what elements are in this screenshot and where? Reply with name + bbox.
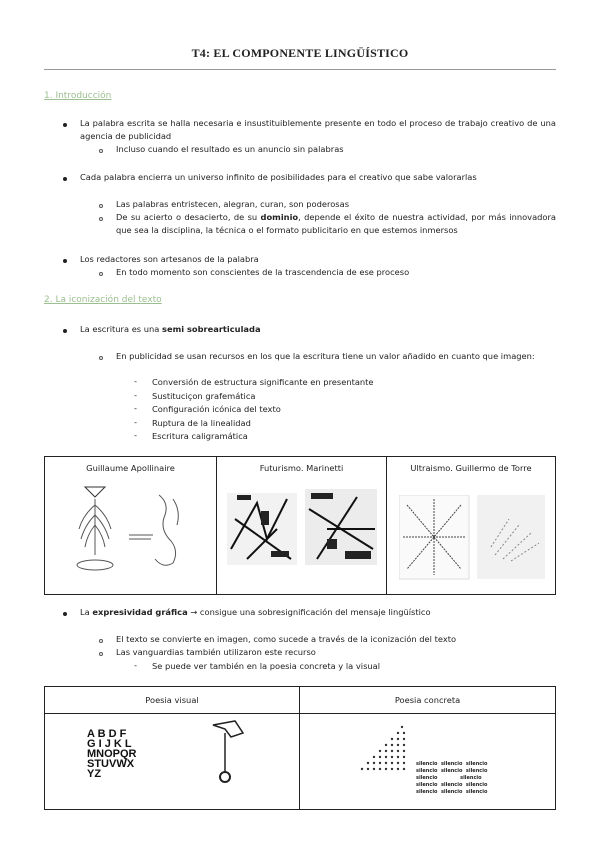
sub-paragraph: Las palabras entristecen, alegran, curan, son poderosas	[116, 199, 350, 209]
section-heading-introduccion: 1. Introducción	[44, 91, 112, 101]
sub-bullet	[99, 204, 103, 208]
calligram-image	[73, 485, 193, 577]
sub-bullet	[99, 356, 103, 360]
cell-caption: Poesia visual	[145, 695, 199, 705]
image-table-vanguardias	[44, 456, 556, 595]
dash-bullet: -	[134, 376, 137, 386]
dash-bullet: -	[134, 660, 137, 670]
sub-bullet	[99, 652, 103, 656]
bullet	[63, 329, 67, 333]
concrete-poem-dots-image	[352, 723, 412, 783]
sub-bullet	[99, 149, 103, 153]
sub-bullet	[99, 639, 103, 643]
table-cell-poesia-concreta	[300, 687, 555, 809]
bullet	[63, 177, 67, 181]
cell-caption: Guillaume Apollinaire	[86, 463, 175, 473]
list-item: Conversión de estructura significante en presentante	[152, 377, 374, 387]
sub-paragraph: Incluso cuando el resultado es un anuncio sin palabras	[116, 144, 344, 154]
list-item: Ruptura de la linealidad	[152, 418, 251, 428]
bullet	[63, 259, 67, 263]
sub-paragraph: En todo momento son conscientes de la trascendencia de ese proceso	[116, 267, 410, 277]
sub-bullet	[99, 272, 103, 276]
sub-paragraph: En publicidad se usan recursos en los que la escritura tiene un valor añadido en cuanto que imagen:	[116, 351, 535, 361]
paragraph: La palabra escrita se halla necesaria e insustituiblemente presente en todo el proceso de trabajo creativo de una agencia de publicidad	[80, 118, 556, 141]
dash-bullet: -	[134, 390, 137, 400]
list-item: Sustituciçon grafemática	[152, 391, 256, 401]
visual-poem-alphabet: A B D F G I J K L MNOPQR STUVWX YZ	[87, 728, 137, 780]
sub-bullet	[99, 217, 103, 221]
ultraist-poem-image	[399, 495, 547, 581]
dash-bullet: -	[134, 403, 137, 413]
key-drawing-image	[195, 719, 255, 785]
bullet	[63, 123, 67, 127]
section-heading-iconizacion: 2. La iconización del texto	[44, 295, 162, 305]
sub-paragraph: Las vanguardias también utilizaron este recurso	[116, 647, 316, 657]
paragraph: La escritura es una semi sobrearticulada	[80, 324, 261, 334]
dash-bullet: -	[134, 430, 137, 440]
cell-caption: Poesia concreta	[394, 695, 461, 705]
table-cell-de-torre	[387, 457, 555, 594]
dash-bullet: -	[134, 417, 137, 427]
cell-caption: Futurismo. Marinetti	[259, 463, 344, 473]
sub-paragraph: De su acierto o desacierto, de su dominio, depende el éxito de nuestra actividad, por más innovadora que sea la disciplina, la técnica o el formato publicitario en que estemos inmersos	[116, 212, 556, 235]
futurist-collage-image	[227, 489, 379, 569]
paragraph: Cada palabra encierra un universo infinito de posibilidades para el creativo que sabe valorarlas	[80, 172, 477, 182]
paragraph: La expresividad gráfica → consigue una sobresignificación del mensaje lingüístico	[80, 607, 431, 617]
cell-caption: Ultraismo. Guillermo de Torre	[410, 463, 532, 473]
list-item: Escritura caligramática	[152, 431, 248, 441]
table-cell-marinetti	[217, 457, 387, 594]
page-title: T4: EL COMPONENTE LINGÜÍSTICO	[191, 46, 409, 60]
image-table-poesia	[44, 686, 556, 810]
bullet	[63, 612, 67, 616]
table-cell-poesia-visual	[45, 687, 300, 809]
sub-paragraph: El texto se convierte en imagen, como sucede a través de la iconización del texto	[116, 634, 457, 644]
table-cell-apollinaire	[45, 457, 217, 594]
concrete-poem-silencio: silencio silencio silencio silencio silencio silencio silencio silencio silencio silencio silencio silencio silencio silencio	[416, 761, 488, 795]
list-item: Se puede ver también en la poesia concreta y la visual	[152, 661, 381, 671]
paragraph: Los redactores son artesanos de la palabra	[80, 254, 259, 264]
list-item: Configuración icónica del texto	[152, 404, 281, 414]
title-divider	[44, 69, 556, 70]
